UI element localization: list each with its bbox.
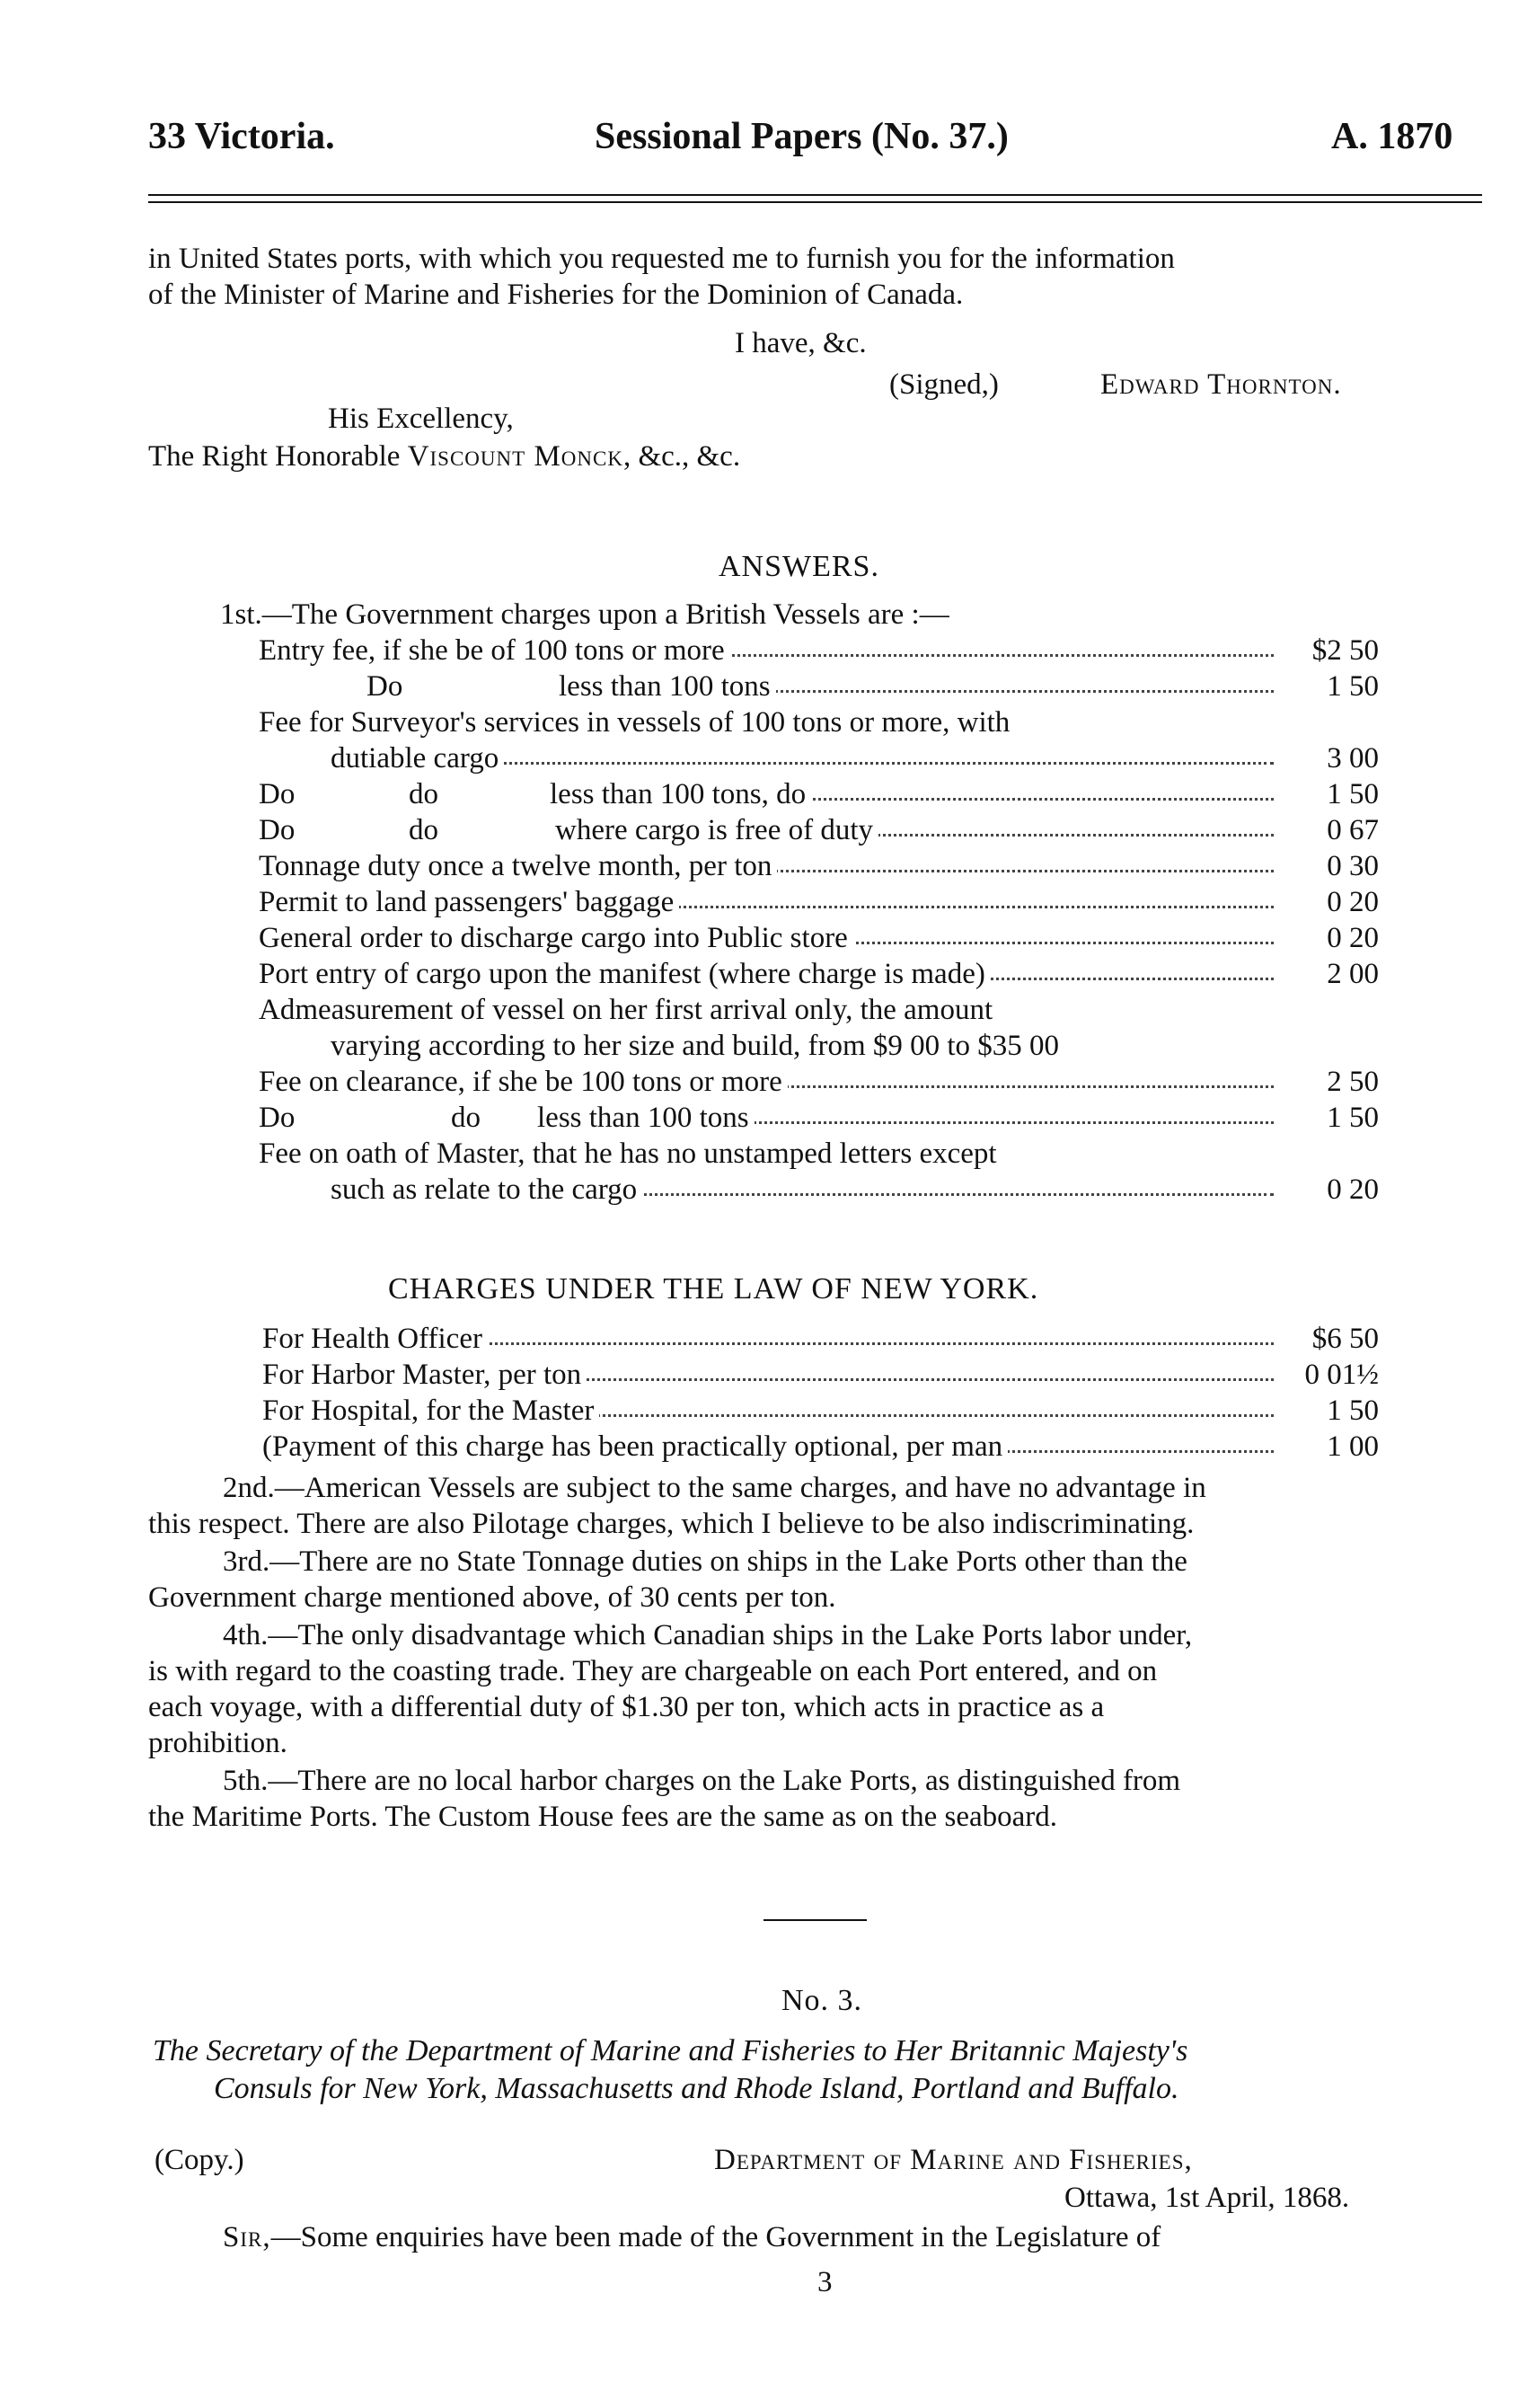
answers-intro: 1st.—The Government charges upon a British Vessels are :— xyxy=(220,598,949,631)
answers-heading: ANSWERS. xyxy=(719,550,879,583)
salutation-text: —Some enquiries have been made of the Government in the Legislature of xyxy=(270,2221,1161,2253)
charge-amount: 0 01½ xyxy=(1304,1359,1379,1391)
charge-label: Port entry of cargo upon the manifest (where charge is made) xyxy=(259,956,991,992)
charge-amount: 0 20 xyxy=(1327,1173,1379,1206)
charge-label: such as relate to the cargo xyxy=(331,1172,642,1208)
charge-label-ditto: do xyxy=(451,1102,481,1134)
charge-row xyxy=(259,956,1274,992)
charge-row xyxy=(262,1321,1274,1357)
paragraph-4th-line-4: prohibition. xyxy=(148,1727,287,1759)
paragraph-2nd-line-2: this respect. There are also Pilotage charges, which I believe to be also indiscriminating. xyxy=(148,1508,1195,1540)
charge-row xyxy=(259,848,1274,884)
charge-label: less than 100 tons, do xyxy=(550,776,811,812)
charge-amount: 0 20 xyxy=(1327,922,1379,954)
charge-label-ditto: Do xyxy=(259,814,296,846)
letter-signed: (Signed,) xyxy=(889,368,999,401)
paragraph-4th-line-1: 4th.—The only disadvantage which Canadian ships in the Lake Ports labor under, xyxy=(223,1619,1193,1651)
charge-row xyxy=(262,1393,1274,1429)
charge-label: Permit to land passengers' baggage xyxy=(259,884,679,920)
charge-row xyxy=(259,1064,1274,1100)
charge-row xyxy=(259,633,1274,668)
charge-amount: 1 00 xyxy=(1327,1430,1379,1463)
charge-amount: 2 50 xyxy=(1327,1066,1379,1098)
charge-row xyxy=(559,668,1274,704)
header-year: A. 1870 xyxy=(1331,116,1453,157)
addressee-prefix: The Right Honorable xyxy=(148,440,408,473)
charge-row xyxy=(550,776,1274,812)
letter-closing: I have, &c. xyxy=(735,327,867,359)
charge-label-ditto: Do xyxy=(259,1102,296,1134)
paragraph-5th-line-2: the Maritime Ports. The Custom House fees are the same as on the seaboard. xyxy=(148,1801,1058,1833)
charge-amount: $2 50 xyxy=(1311,634,1379,667)
paragraph-5th-line-1: 5th.—There are no local harbor charges on the Lake Ports, as distinguished from xyxy=(223,1765,1181,1797)
charge-row xyxy=(555,812,1274,848)
header-title: Sessional Papers (No. 37.) xyxy=(595,116,1009,157)
charge-amount: 1 50 xyxy=(1327,1394,1379,1427)
charge-label: dutiable cargo xyxy=(331,740,504,776)
charge-row xyxy=(331,740,1274,776)
header-rule-top xyxy=(148,194,1482,196)
charge-label: where cargo is free of duty xyxy=(555,812,878,848)
paragraph-4th-line-3: each voyage, with a differential duty of $1.30 per ton, which acts in practice as a xyxy=(148,1691,1105,1723)
charge-amount: $6 50 xyxy=(1311,1323,1379,1355)
charge-row xyxy=(331,1172,1274,1208)
charge-amount: 0 67 xyxy=(1327,814,1379,846)
charge-label: General order to discharge cargo into Public store xyxy=(259,920,853,956)
charge-label: For Harbor Master, per ton xyxy=(262,1357,587,1393)
charge-label-ditto: Do xyxy=(366,670,403,703)
addressee-line-2 xyxy=(148,438,740,474)
charge-label: Tonnage duty once a twelve month, per ton xyxy=(259,848,777,884)
charge-label: For Health Officer xyxy=(262,1321,488,1357)
addressee-line-1: His Excellency, xyxy=(328,403,514,435)
salutation: Sir, xyxy=(223,2221,271,2253)
charge-label-ditto: Do xyxy=(259,778,296,810)
charge-label-ditto: do xyxy=(409,814,438,846)
paragraph-4th-line-2: is with regard to the coasting trade. They are chargeable on each Port entered, and on xyxy=(148,1655,1158,1687)
charge-amount: 0 30 xyxy=(1327,850,1379,882)
document-title-line-1: The Secretary of the Department of Marine and Fisheries to Her Britannic Majesty's xyxy=(153,2034,1188,2067)
charge-row xyxy=(262,1357,1274,1393)
charge-label: (Payment of this charge has been practically optional, per man xyxy=(262,1429,1008,1465)
charge-amount: 2 00 xyxy=(1327,958,1379,990)
charge-amount: 0 20 xyxy=(1327,886,1379,918)
paragraph-2nd-line-1: 2nd.—American Vessels are subject to the same charges, and have no advantage in xyxy=(223,1472,1206,1504)
document-title-line-2: Consuls for New York, Massachusetts and Rhode Island, Portland and Buffalo. xyxy=(214,2072,1179,2105)
department-name: Department of Marine and Fisheries, xyxy=(714,2144,1193,2176)
charge-amount: 1 50 xyxy=(1327,1102,1379,1134)
paragraph-3rd-line-2: Government charge mentioned above, of 30 cents per ton. xyxy=(148,1581,836,1614)
addressee-name: Viscount Monck xyxy=(407,440,623,473)
charge-label: varying according to her size and build, from $9 00 to $35 00 xyxy=(331,1030,1060,1062)
charge-label-ditto: do xyxy=(409,778,438,810)
charge-amount: 3 00 xyxy=(1327,742,1379,775)
paragraph-3rd-line-1: 3rd.—There are no State Tonnage duties on ships in the Lake Ports other than the xyxy=(223,1545,1187,1578)
charge-label: Admeasurement of vessel on her first arrival only, the amount xyxy=(259,994,993,1026)
charge-row xyxy=(259,884,1274,920)
charge-row xyxy=(259,920,1274,956)
charge-label: For Hospital, for the Master xyxy=(262,1393,599,1429)
section-divider xyxy=(764,1919,867,1921)
charge-label: less than 100 tons xyxy=(559,668,776,704)
charge-label: Fee for Surveyor's services in vessels of 100 tons or more, with xyxy=(259,706,1011,739)
copy-label: (Copy.) xyxy=(154,2144,244,2176)
place-date: Ottawa, 1st April, 1868. xyxy=(1064,2182,1350,2214)
header-session: 33 Victoria. xyxy=(148,116,335,157)
document-number: No. 3. xyxy=(781,1984,863,2017)
header-rule-bottom xyxy=(148,201,1482,203)
letter-line-2: of the Minister of Marine and Fisheries for the Dominion of Canada. xyxy=(148,279,964,311)
charge-amount: 1 50 xyxy=(1327,778,1379,810)
charge-label: Fee on clearance, if she be 100 tons or more xyxy=(259,1064,788,1100)
charge-amount: 1 50 xyxy=(1327,670,1379,703)
new-york-heading: CHARGES UNDER THE LAW OF NEW YORK. xyxy=(388,1272,1039,1306)
charge-label: less than 100 tons xyxy=(537,1100,755,1136)
charge-row xyxy=(262,1429,1274,1465)
charge-label: Fee on oath of Master, that he has no unstamped letters except xyxy=(259,1138,997,1170)
addressee-suffix: , &c., &c. xyxy=(622,440,741,473)
charge-row xyxy=(537,1100,1274,1136)
salutation-line xyxy=(223,2219,1161,2255)
page-number: 3 xyxy=(817,2266,833,2298)
letter-signer: Edward Thornton. xyxy=(1100,368,1342,401)
charge-label: Entry fee, if she be of 100 tons or more xyxy=(259,633,730,668)
letter-line-1: in United States ports, with which you requested me to furnish you for the information xyxy=(148,243,1175,275)
